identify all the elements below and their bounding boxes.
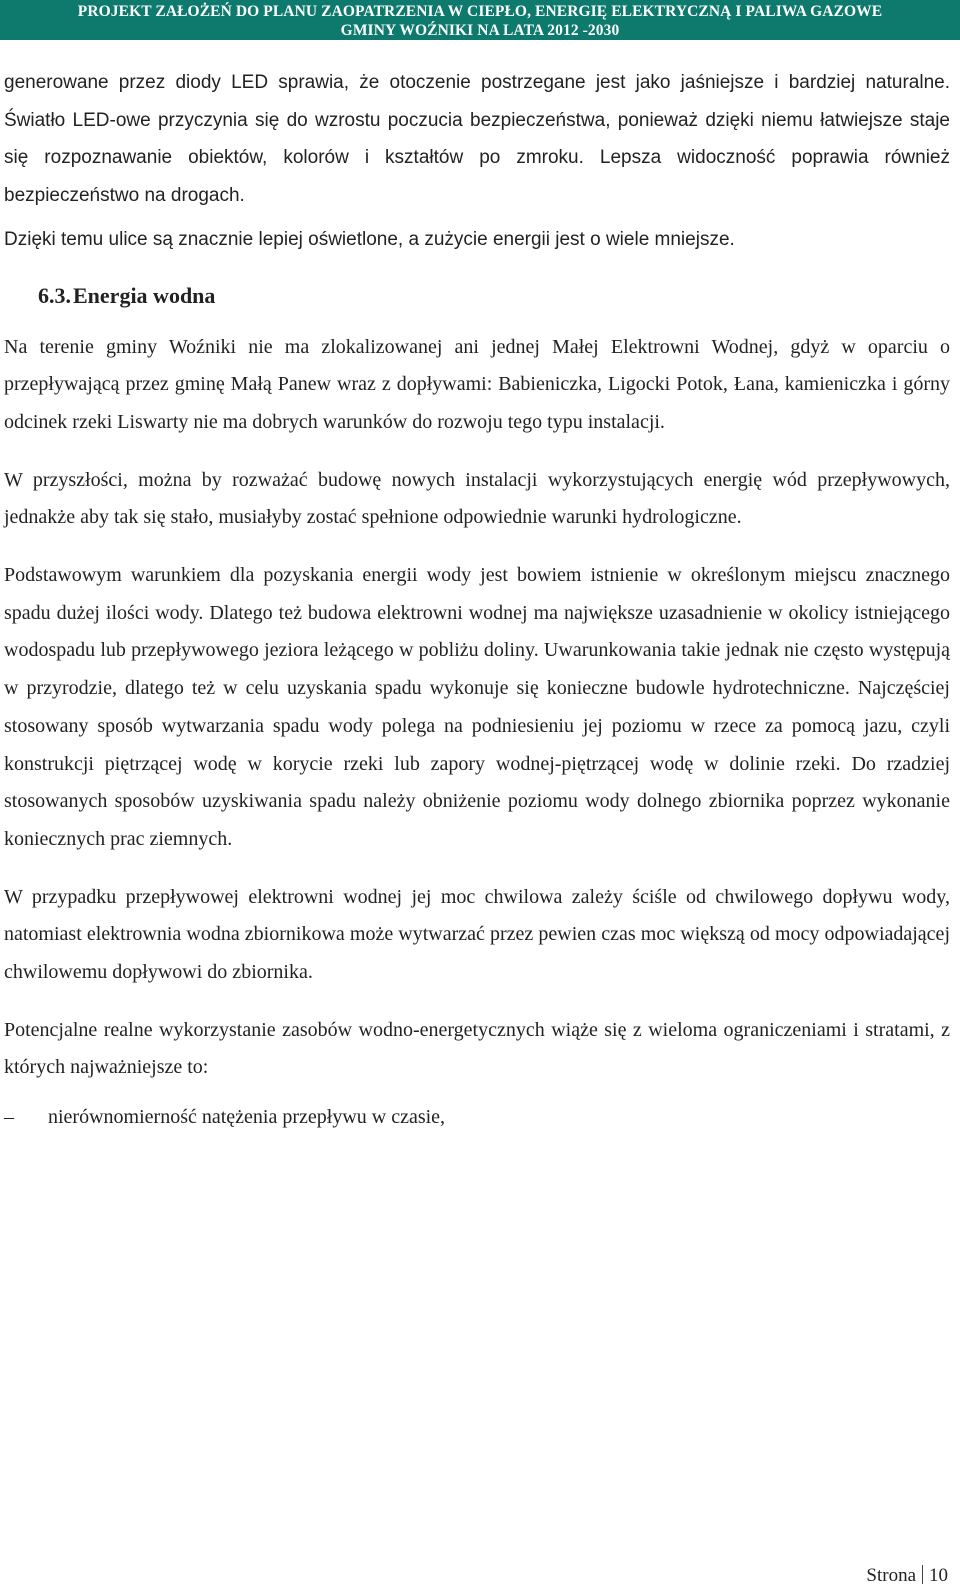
header-title-line1: PROJEKT ZAŁOŻEŃ DO PLANU ZAOPATRZENIA W CIEPŁO, ENERGIĘ ELEKTRYCZNĄ I PALIWA GAZOWE [77,3,883,20]
section-title: Energia wodna [73,282,216,308]
section-number: 6.3. [38,282,71,308]
paragraph-3: Podstawowym warunkiem dla pozyskania energii wody jest bowiem istnienie w określonym miejscu znacznego spadu dużej ilości wody. Dlatego też budowa elektrowni wodnej ma największe uzasadnienie w okolicy istniejącego wodospadu lub przepływowego jeziora leżącego w pobliżu doliny. Uwarunkowania takie jednak nie często występują w przyrodzie, dlatego też w celu uzyskania spadu wykonuje się konieczne budowle hydrotechniczne. Najczęściej stosowany sposób wytwarzania spadu wody polega na podniesieniu jej poziomu w rzece za pomocą jazu, czyli konstrukcji piętrzącej wodę w korycie rzeki lub zapory wodnej-piętrzącej wodę w dolinie rzeki. Do rzadziej stosowanych sposobów uzyskiwania spadu należy obniżenie poziomu wody dolnego zbiornika poprzez wykonanie koniecznych prac ziemnych. [4,564,950,850]
footer-label: Strona [866,1565,916,1586]
header-title-line2: GMINY WOŹNIKI NA LATA 2012 -2030 [340,22,620,39]
list-item-text: nierównomierność natężenia przepływu w czasie, [48,1106,446,1129]
dash-marker: – [4,1106,14,1129]
paragraph-5: Potencjalne realne wykorzystanie zasobów wodno-energetycznych wiąże się z wieloma ograniczeniami i stratami, z których najważniejsze to: [4,1018,950,1079]
document-header [0,0,960,40]
bullet-list [4,1099,950,1137]
paragraph-2: W przyszłości, można by rozważać budowę nowych instalacji wykorzystujących energię wód przepływowych, jednakże aby tak się stało, musiałyby zostać spełnione odpowiednie warunki hydrologiczne. [4,468,950,529]
paragraph-4: W przypadku przepływowej elektrowni wodnej jej moc chwilowa zależy ściśle od chwilowego dopływu wody, natomiast elektrownia wodna zbiornikowa może wytwarzać przez pewien czas moc większą od mocy odpowiadającej chwilowemu dopływowi do zbiornika. [4,885,950,984]
intro-paragraph-2: Dzięki temu ulice są znacznie lepiej oświetlone, a zużycie energii jest o wiele mniejsze. [4,228,735,250]
footer-separator [922,1565,923,1584]
page-content [4,64,950,1137]
page-footer [866,1565,948,1587]
page-number: 10 [929,1565,948,1586]
section-heading [4,281,950,311]
list-item [4,1099,950,1137]
paragraph-1: Na terenie gminy Woźniki nie ma zlokalizowanej ani jednej Małej Elektrowni Wodnej, gdyż w oparciu o przepływającą przez gminę Małą Panew wraz z dopływami: Babieniczka, Ligocki Potok, Łana, kamieniczka i górny odcinek rzeki Liswarty nie ma dobrych warunków do rozwoju tego typu instalacji. [4,335,950,433]
intro-paragraph: generowane przez diody LED sprawia, że otoczenie postrzegane jest jako jaśniejsze i bardziej naturalne. Światło LED-owe przyczynia się do wzrostu poczucia bezpieczeństwa, ponieważ dzięki niemu łatwiejsze staje się rozpoznawanie obiektów, kolorów i kształtów po zmroku. Lepsza widoczność poprawia również bezpieczeństwo na drogach. [4,72,950,207]
